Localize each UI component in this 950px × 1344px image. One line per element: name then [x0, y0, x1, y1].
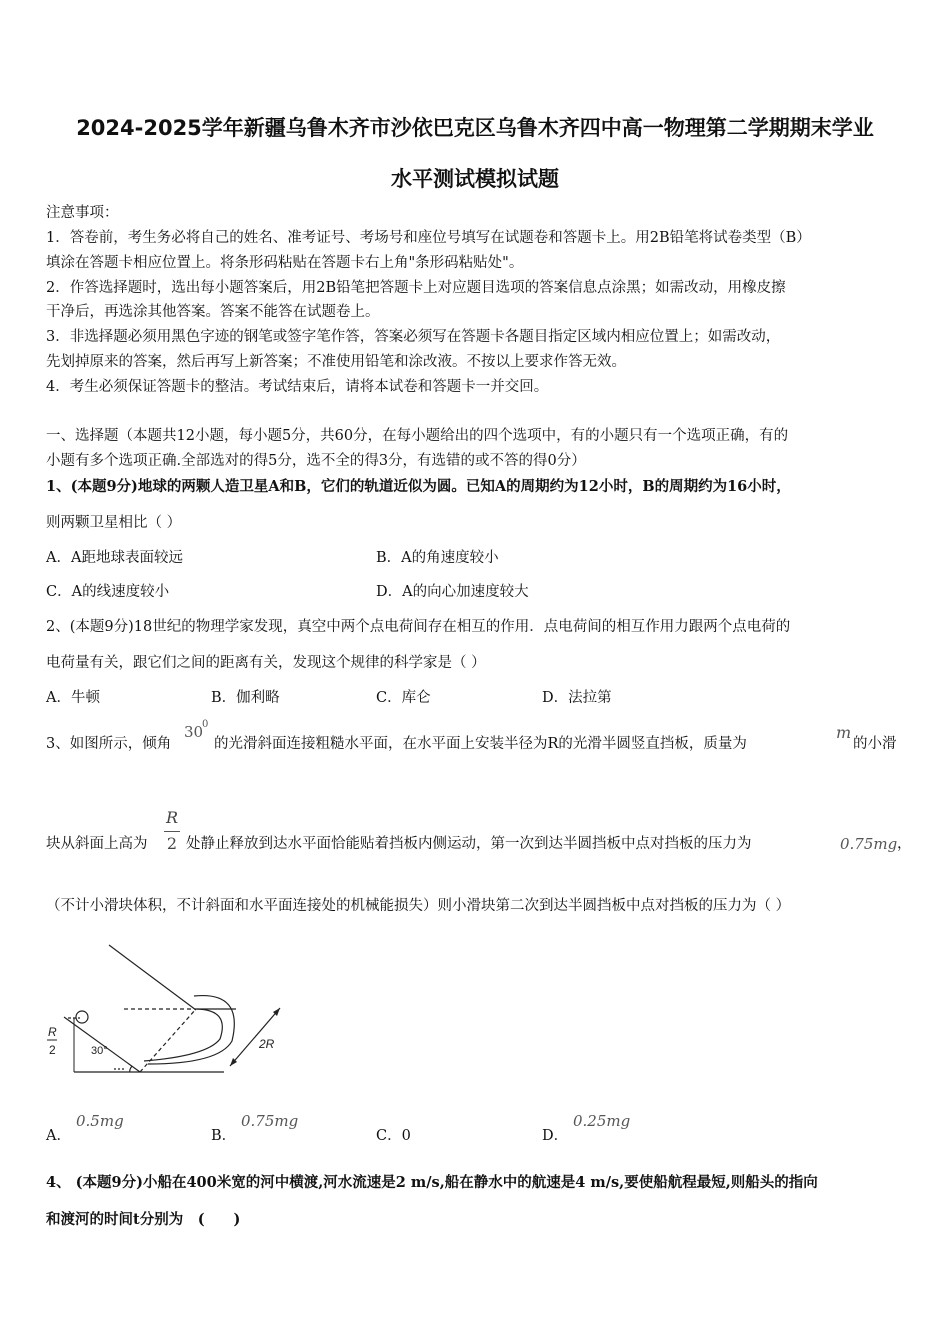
question-2-option-d: D．法拉第	[542, 690, 612, 706]
figure-angle-arc	[130, 1066, 132, 1072]
notice-heading: 注意事项：	[46, 205, 119, 221]
question-3-option-d-label: D．	[542, 1128, 569, 1144]
question-3-option-a-value: 0.5mg	[76, 1112, 124, 1130]
question-1-stem-cont: 则两颗卫星相比（ ）	[46, 515, 182, 531]
figure-dashed-diagonal	[140, 1009, 196, 1072]
question-2-option-c: C．库仑	[376, 690, 431, 706]
question-3-stem-part1: 3、如图所示，倾角	[46, 736, 172, 752]
question-3-force-value: 0.75mg	[840, 835, 898, 853]
question-1-option-b: B．A的角速度较小	[376, 550, 499, 566]
question-3-stem-part3: 的小滑	[853, 736, 897, 752]
figure-label-angle: 30°	[91, 1045, 108, 1057]
question-3-comma: ，	[897, 836, 912, 852]
question-1-option-c: C．A的线速度较小	[46, 584, 170, 600]
notice-item-3: 3．非选择题必须用黑色字迹的钢笔或签字笔作答，答案必须写在答题卡各题目指定区域内相应位置上；如需改动，	[46, 329, 781, 345]
question-3-stem-part4: 块从斜面上高为	[46, 836, 148, 852]
section-instructions-cont: 小题有多个选项正确.全部选对的得5分，选不全的得3分，有选错的或不答的得0分）	[46, 453, 586, 469]
notice-item-4: 4．考生必须保证答题卡的整洁。考试结束后，请将本试卷和答题卡一并交回。	[46, 379, 549, 395]
question-3-angle: 30	[184, 723, 204, 741]
figure-incline-upper-line	[109, 945, 196, 1010]
question-1-option-d: D．A的向心加速度较大	[376, 584, 529, 600]
question-3-fraction-denominator: 2	[166, 834, 178, 853]
notice-item-1-cont: 填涂在答题卡相应位置上。将条形码粘贴在答题卡右上角"条形码粘贴处"。	[46, 255, 524, 271]
question-2-stem: 2、(本题9分)18世纪的物理学家发现，真空中两个点电荷间存在相互的作用．点电荷间的相互作用力跟两个点电荷的	[46, 619, 791, 635]
question-3-mass-symbol: m	[836, 723, 852, 742]
question-1-stem: 1、(本题9分)地球的两颗人造卫星A和B，它们的轨道近似为圆。已知A的周期约为12小时，B的周期约为16小时，	[46, 478, 791, 495]
figure-label-two: 2	[49, 1043, 56, 1057]
question-3-fraction-numerator: R	[165, 808, 179, 827]
question-3-figure	[44, 936, 304, 1086]
notice-item-3-cont: 先划掉原来的答案，然后再写上新答案；不准使用铅笔和涂改液。不按以上要求作答无效。	[46, 354, 626, 370]
question-4-stem-cont: 和渡河的时间t分别为 ( )	[46, 1211, 241, 1228]
figure-label-diameter: 2R	[259, 1037, 275, 1051]
notice-item-2-cont: 干净后，再选涂其他答案。答案不能答在试题卷上。	[46, 304, 380, 320]
question-3-angle-degree: 0	[202, 719, 209, 730]
figure-slider-ball	[76, 1011, 88, 1023]
question-4-stem: 4、 (本题9分)小船在400米宽的河中横渡,河水流速是2 m/s,船在静水中的航速是4 m/s,要使船航程最短,则船头的指向	[46, 1174, 818, 1191]
figure-semicircle-inner	[144, 1009, 222, 1061]
question-3-fraction-bar	[164, 831, 180, 832]
question-1-option-a: A．A距地球表面较远	[46, 550, 183, 566]
exam-title-line1: 2024-2025学年新疆乌鲁木齐市沙依巴克区乌鲁木齐四中高一物理第二学期期末学业	[76, 116, 874, 140]
question-3-option-a-label: A．	[46, 1128, 71, 1144]
notice-item-1: 1．答卷前，考生务必将自己的姓名、准考证号、考场号和座位号填写在试题卷和答题卡上。用2B铅笔将试卷类型（B）	[46, 230, 811, 246]
exam-title-line2: 水平测试模拟试题	[391, 167, 559, 191]
figure-label-r: R	[48, 1025, 57, 1039]
notice-item-2: 2．作答选择题时，选出每小题答案后，用2B铅笔把答题卡上对应题目选项的答案信息点涂黑；如需改动，用橡皮擦	[46, 280, 786, 296]
question-3-stem-cont: （不计小滑块体积，不计斜面和水平面连接处的机械能损失）则小滑块第二次到达半圆挡板中点对挡板的压力为（ ）	[46, 898, 791, 914]
question-3-option-b-value: 0.75mg	[241, 1112, 299, 1130]
question-3-stem-part5: 处静止释放到达水平面恰能贴着挡板内侧运动，第一次到达半圆挡板中点对挡板的压力为	[186, 836, 752, 852]
question-3-option-c: C．0	[376, 1128, 411, 1144]
question-2-stem-cont: 电荷量有关，跟它们之间的距离有关，发现这个规律的科学家是（ ）	[46, 655, 486, 671]
question-3-option-b-label: B．	[211, 1128, 237, 1144]
question-3-option-d-value: 0.25mg	[573, 1112, 631, 1130]
question-2-option-a: A．牛顿	[46, 690, 100, 706]
section-instructions: 一、选择题（本题共12小题，每小题5分，共60分，在每小题给出的四个选项中，有的小题只有一个选项正确，有的	[46, 428, 789, 444]
question-3-stem-part2: 的光滑斜面连接粗糙水平面，在水平面上安装半径为R的光滑半圆竖直挡板，质量为	[214, 736, 747, 752]
question-2-option-b: B．伽利略	[211, 690, 280, 706]
